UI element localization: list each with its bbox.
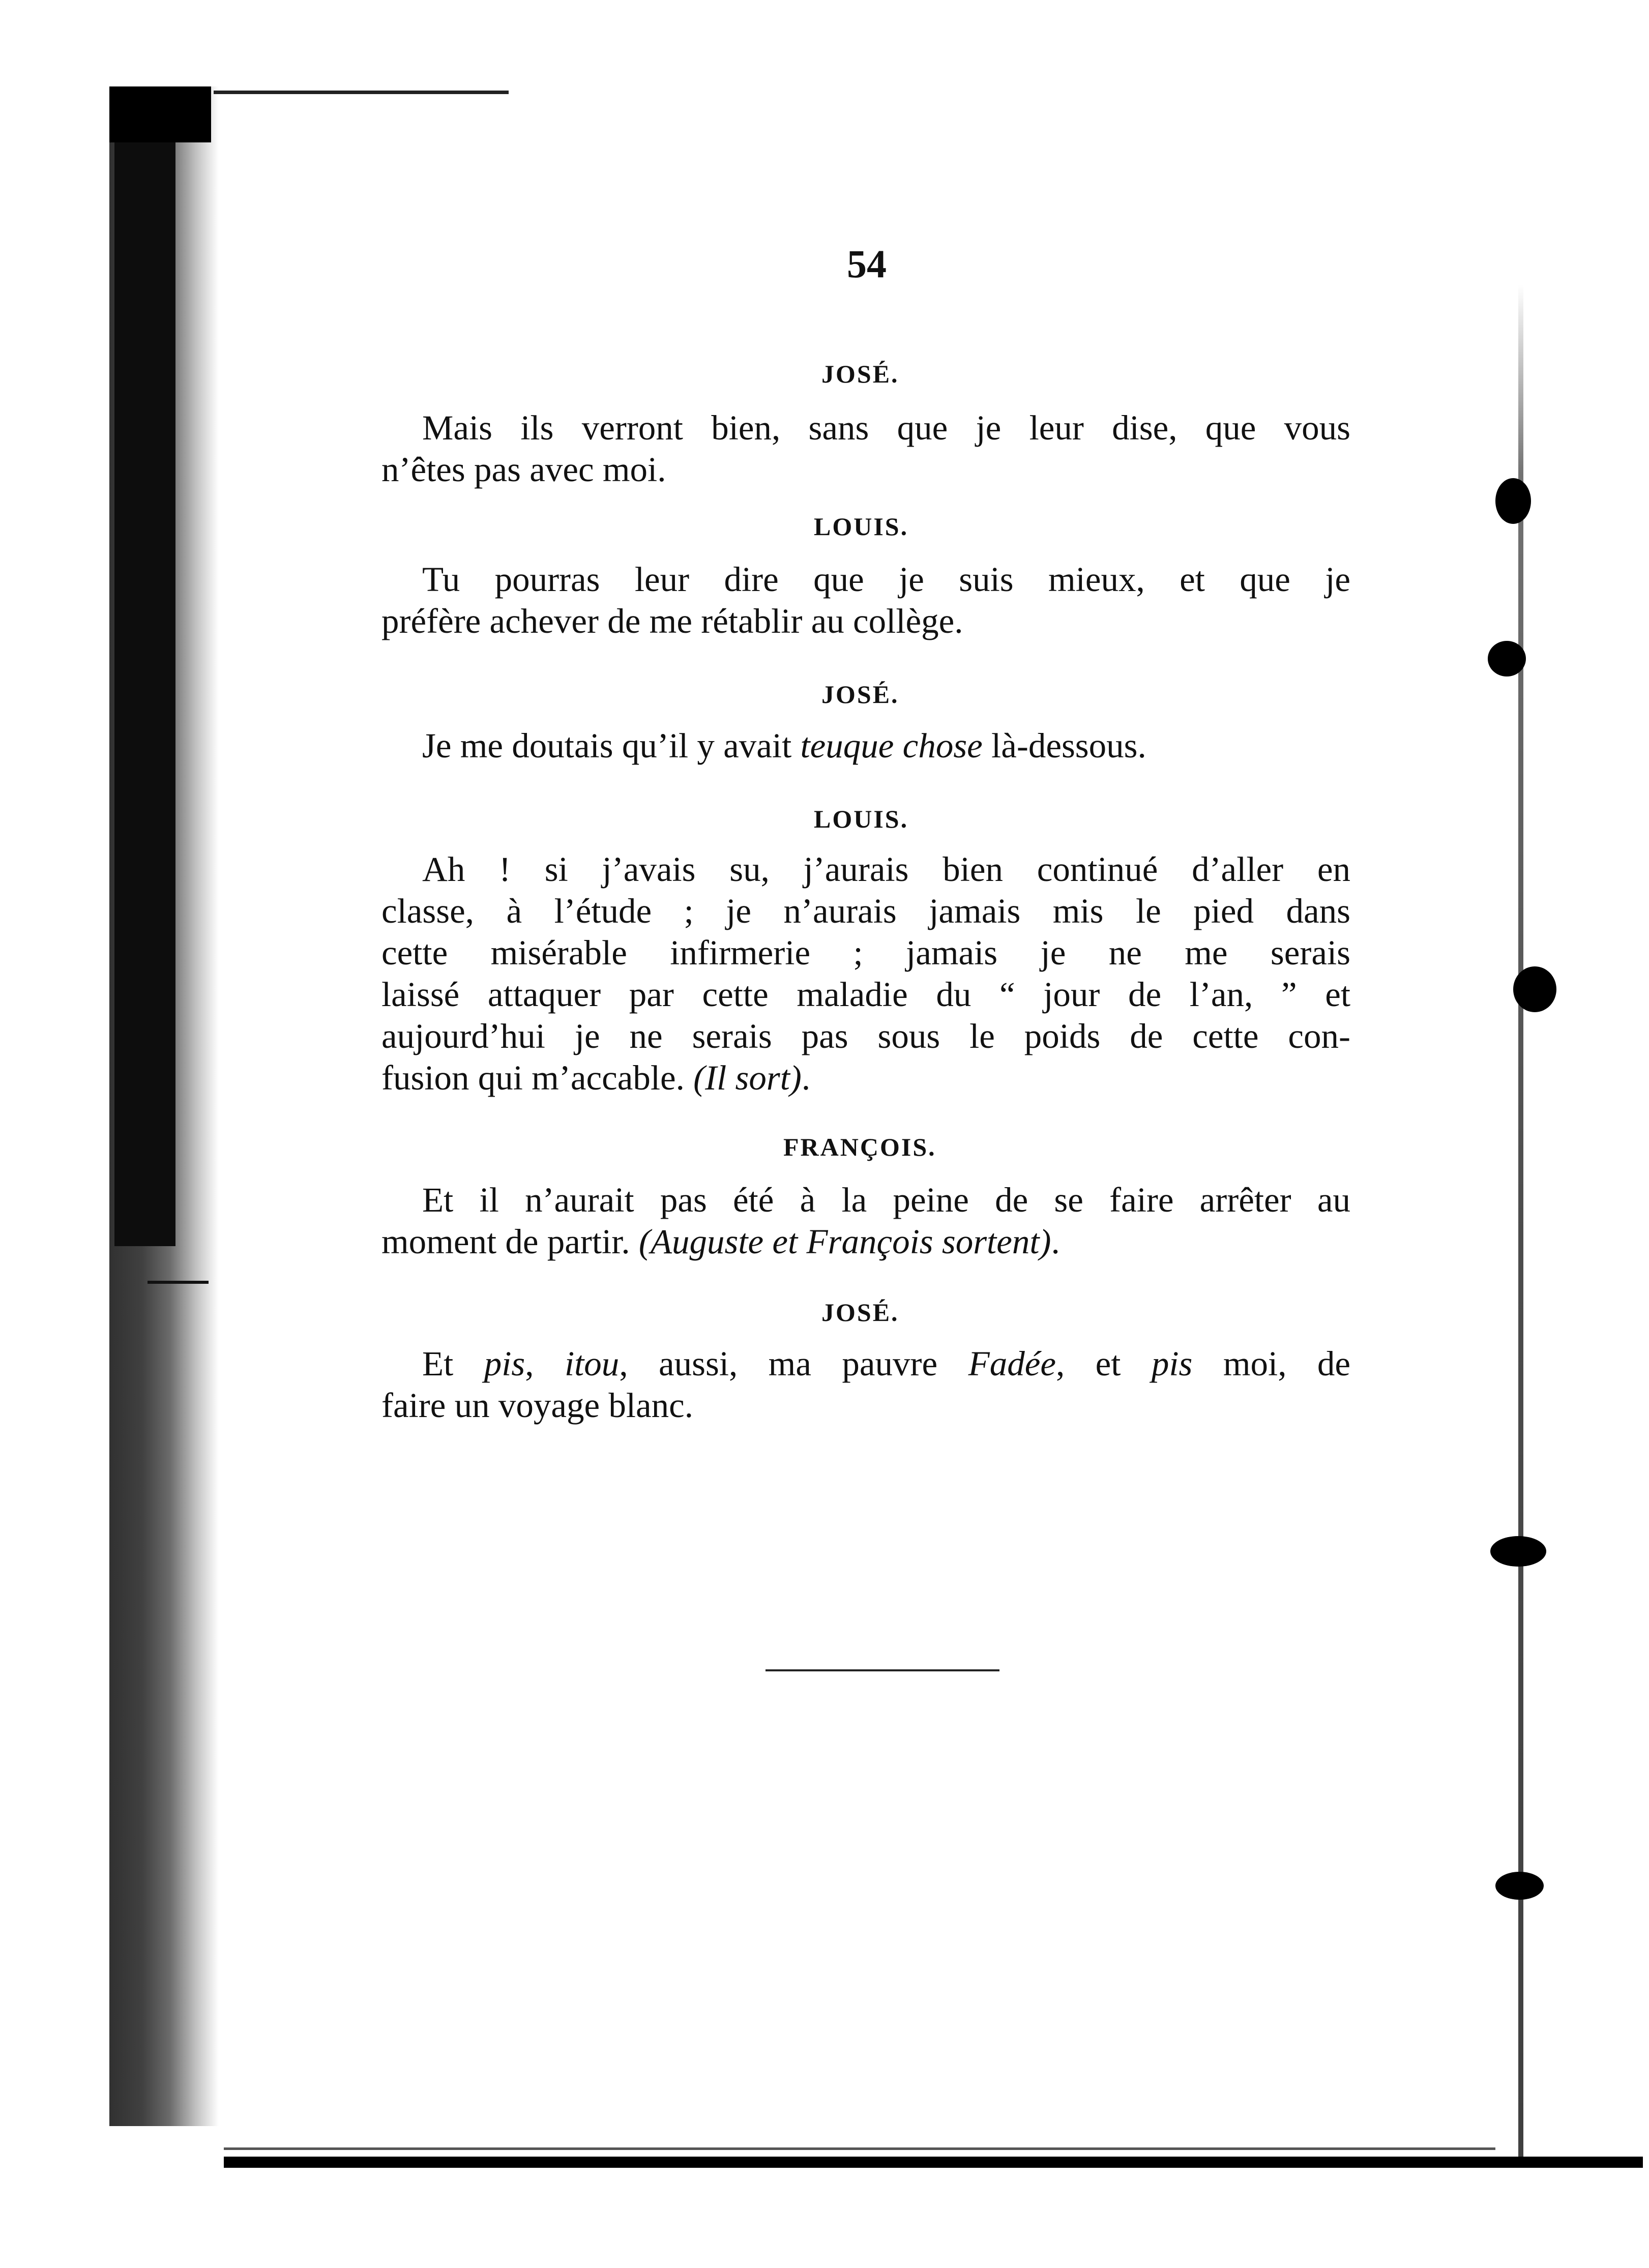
text-line: aujourd’hui je ne serais pas sous le poids de cette con- [381, 1017, 1350, 1055]
dialect-term: teuque chose [800, 726, 983, 765]
dialect-term: itou [564, 1344, 620, 1383]
speaker-name: LOUIS. [814, 805, 909, 833]
dialogue-text [381, 407, 1350, 490]
text-line: Tu pourras leur dire que je suis mieux, et que je [422, 560, 1350, 599]
dialect-term: pis [484, 1344, 525, 1383]
dialogue-text [381, 1179, 1350, 1262]
dialogue-text [381, 848, 1350, 1099]
text-run: fusion qui m’accable. [381, 1058, 694, 1097]
text-run: Et [422, 1344, 484, 1383]
text-run: là-dessous. [982, 726, 1146, 765]
text-line: laissé attaquer par cette maladie du “ jour de l’an, ” et [381, 975, 1350, 1014]
text-line [381, 725, 1350, 767]
text-run: , et [1055, 1344, 1152, 1383]
text-line: cette misérable infirmerie ; jamais je ne me serais [381, 933, 1350, 972]
speaker-name: JOSÉ. [821, 1298, 899, 1327]
dialogue-text [381, 1343, 1350, 1426]
scan-left-binding [114, 86, 175, 1246]
scan-ink-blot [1490, 1536, 1546, 1567]
text-line: Ah ! si j’avais su, j’aurais bien continué d’aller en [422, 850, 1350, 889]
scene-end-rule [765, 1669, 999, 1671]
dialect-term: pis [1151, 1344, 1193, 1383]
page-number: 54 [847, 242, 887, 286]
dialogue-text [381, 725, 1350, 767]
text-run: Je me doutais qu’il y avait [422, 726, 801, 765]
text-run: , [525, 1344, 565, 1383]
stage-direction: (Auguste et François sortent) [638, 1222, 1051, 1261]
text-run: moment de partir. [381, 1222, 639, 1261]
stage-direction: (Il sort) [693, 1058, 802, 1097]
text-line: n’êtes pas avec moi. [381, 450, 666, 489]
scan-ink-blot [1488, 641, 1526, 676]
text-line [381, 1221, 1350, 1262]
text-line: faire un voyage blanc. [381, 1386, 694, 1425]
text-line: classe, à l’étude ; je n’aurais jamais mis le pied dans [381, 892, 1350, 930]
text-line: préfère achever de me rétablir au collège. [381, 602, 963, 640]
text-run: , aussi, ma pauvre [619, 1344, 968, 1383]
text-line [381, 1057, 1350, 1099]
speaker-name: JOSÉ. [821, 360, 899, 388]
speaker-name: LOUIS. [814, 512, 909, 541]
text-run: . [1051, 1222, 1060, 1261]
scan-bottom-thin-rule [224, 2147, 1495, 2150]
scan-top-rule [214, 91, 509, 94]
text-line: Et il n’aurait pas été à la peine de se faire arrêter au [422, 1181, 1350, 1219]
text-line: Mais ils verront bien, sans que je leur dise, que vous [422, 408, 1350, 447]
speaker-name: FRANÇOIS. [783, 1133, 936, 1161]
scan-ink-blot [1495, 1872, 1544, 1900]
text-run: moi, de [1192, 1344, 1351, 1383]
speaker-name: JOSÉ. [821, 680, 899, 709]
scan-ink-blot [1513, 966, 1556, 1012]
scan-top-left-mark [109, 86, 211, 142]
scan-ink-blot [1495, 478, 1531, 524]
text-line [381, 1343, 1350, 1385]
scan-left-tick [148, 1281, 209, 1284]
character-name: Fadée [968, 1344, 1056, 1383]
scan-bottom-rule [224, 2157, 1643, 2168]
text-run: . [801, 1058, 811, 1097]
dialogue-text [381, 558, 1350, 642]
